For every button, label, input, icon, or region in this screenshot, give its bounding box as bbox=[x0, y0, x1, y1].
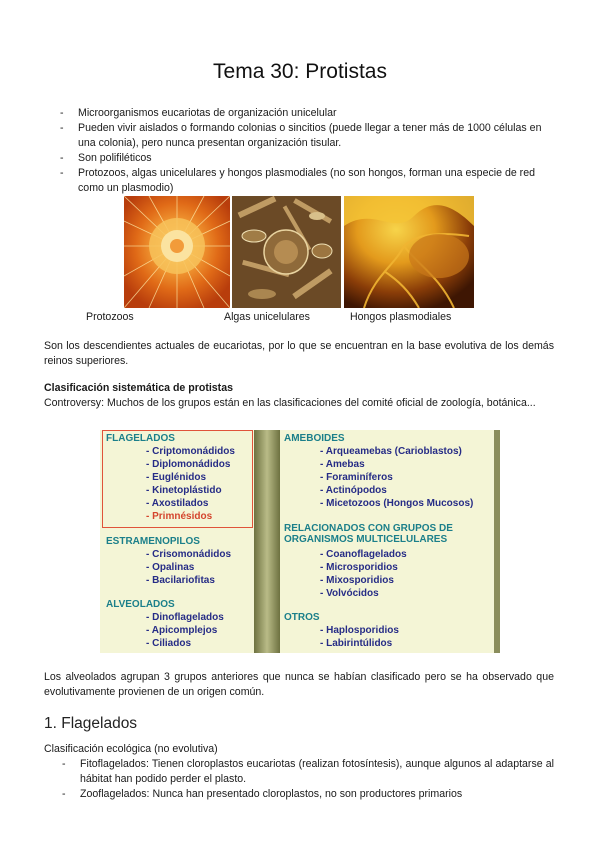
table-item: - Opalinas bbox=[146, 562, 195, 573]
group-ameboides: AMEBOIDES bbox=[284, 433, 345, 444]
table-item: - Volvócidos bbox=[320, 588, 379, 599]
bullet-item: - Son polifiléticos bbox=[48, 151, 548, 166]
table-item: - Primnésidos bbox=[146, 511, 213, 522]
table-item: - Labirintúlidos bbox=[320, 638, 393, 649]
table-item: - Coanoflagelados bbox=[320, 549, 407, 560]
table-item: - Mixosporidios bbox=[320, 575, 394, 586]
algae-image bbox=[232, 196, 341, 308]
table-item: - Microsporidios bbox=[320, 562, 398, 573]
group-estramenopilos: ESTRAMENOPILOS bbox=[106, 536, 200, 547]
eco-classification-label: Clasificación ecológica (no evolutiva) bbox=[44, 743, 218, 755]
table-item: - Foraminíferos bbox=[320, 472, 393, 483]
paragraph-controversy: Controversy: Muchos de los grupos están en las clasificaciones del comité oficial de zoología, botánica... bbox=[44, 397, 536, 409]
classification-table bbox=[100, 430, 500, 653]
bullet-item: - Pueden vivir aislados o formando colonias o sincitios (puede llegar a tener más de 1000 células en una colonia), pero nunca presentan organización tisular. bbox=[48, 121, 548, 151]
group-relacionados bbox=[284, 523, 453, 545]
slime-mold-image bbox=[344, 196, 474, 308]
table-item: - Apicomplejos bbox=[146, 625, 218, 636]
table-item: - Haplosporidios bbox=[320, 625, 399, 636]
table-item: - Crisomonádidos bbox=[146, 549, 232, 560]
table-item: - Ciliados bbox=[146, 638, 192, 649]
table-item: - Diplomonádidos bbox=[146, 459, 231, 470]
intro-bullet-list bbox=[48, 106, 548, 196]
sub-bullet-item: - Fitoflagelados: Tienen cloroplastos eucariotas (realizan fotosíntesis), aunque algunos al adaptarse al hábitat han podido perder el plasto. bbox=[44, 757, 554, 787]
paragraph-descendants: Son los descendientes actuales de eucariotas, por lo que se encuentran en la base evolutiva de los demás reinos superiores. bbox=[44, 340, 554, 367]
table-item: - Bacilariofitas bbox=[146, 575, 215, 586]
group-otros: OTROS bbox=[284, 612, 320, 623]
table-edge bbox=[494, 430, 500, 653]
table-item: - Criptomonádidos bbox=[146, 446, 235, 457]
group-alveolados: ALVEOLADOS bbox=[106, 599, 175, 610]
page-title: Tema 30: Protistas bbox=[213, 60, 387, 83]
table-item: - Actinópodos bbox=[320, 485, 387, 496]
caption-algas: Algas unicelulares bbox=[224, 311, 310, 323]
section-heading: Clasificación sistemática de protistas bbox=[44, 382, 233, 394]
table-item: - Micetozoos (Hongos Mucosos) bbox=[320, 498, 474, 509]
group-relacionados-line1: RELACIONADOS CON GRUPOS DE bbox=[284, 523, 453, 534]
bullet-item: - Protozoos, algas unicelulares y hongos plasmodiales (no son hongos, forman una especie de red como un plasmodio) bbox=[48, 166, 548, 196]
group-relacionados-line2: ORGANISMOS MULTICELULARES bbox=[284, 534, 448, 545]
bullet-item: - Microorganismos eucariotas de organización unicelular bbox=[48, 106, 548, 121]
protozoo-image bbox=[124, 196, 230, 308]
table-item: - Kinetoplástido bbox=[146, 485, 222, 496]
table-item: - Dinoflagelados bbox=[146, 612, 224, 623]
heading-flagelados: 1. Flagelados bbox=[44, 715, 138, 732]
group-flagelados: FLAGELADOS bbox=[106, 433, 175, 444]
table-item: - Arqueamebas (Carioblastos) bbox=[320, 446, 462, 457]
table-item: - Amebas bbox=[320, 459, 365, 470]
table-divider bbox=[254, 430, 280, 653]
paragraph-alveolados: Los alveolados agrupan 3 grupos anteriores que nunca se habían clasificado pero se ha observado que evolutivamente provienen de un origen común. bbox=[44, 671, 554, 698]
table-item: - Euglénidos bbox=[146, 472, 206, 483]
caption-protozoos: Protozoos bbox=[86, 311, 134, 323]
flagelados-sub-list bbox=[44, 757, 554, 802]
table-item: - Axostilados bbox=[146, 498, 209, 509]
caption-hongos: Hongos plasmodiales bbox=[350, 311, 452, 323]
sub-bullet-item: - Zooflagelados: Nunca han presentado cloroplastos, no son productores primarios bbox=[44, 787, 554, 802]
